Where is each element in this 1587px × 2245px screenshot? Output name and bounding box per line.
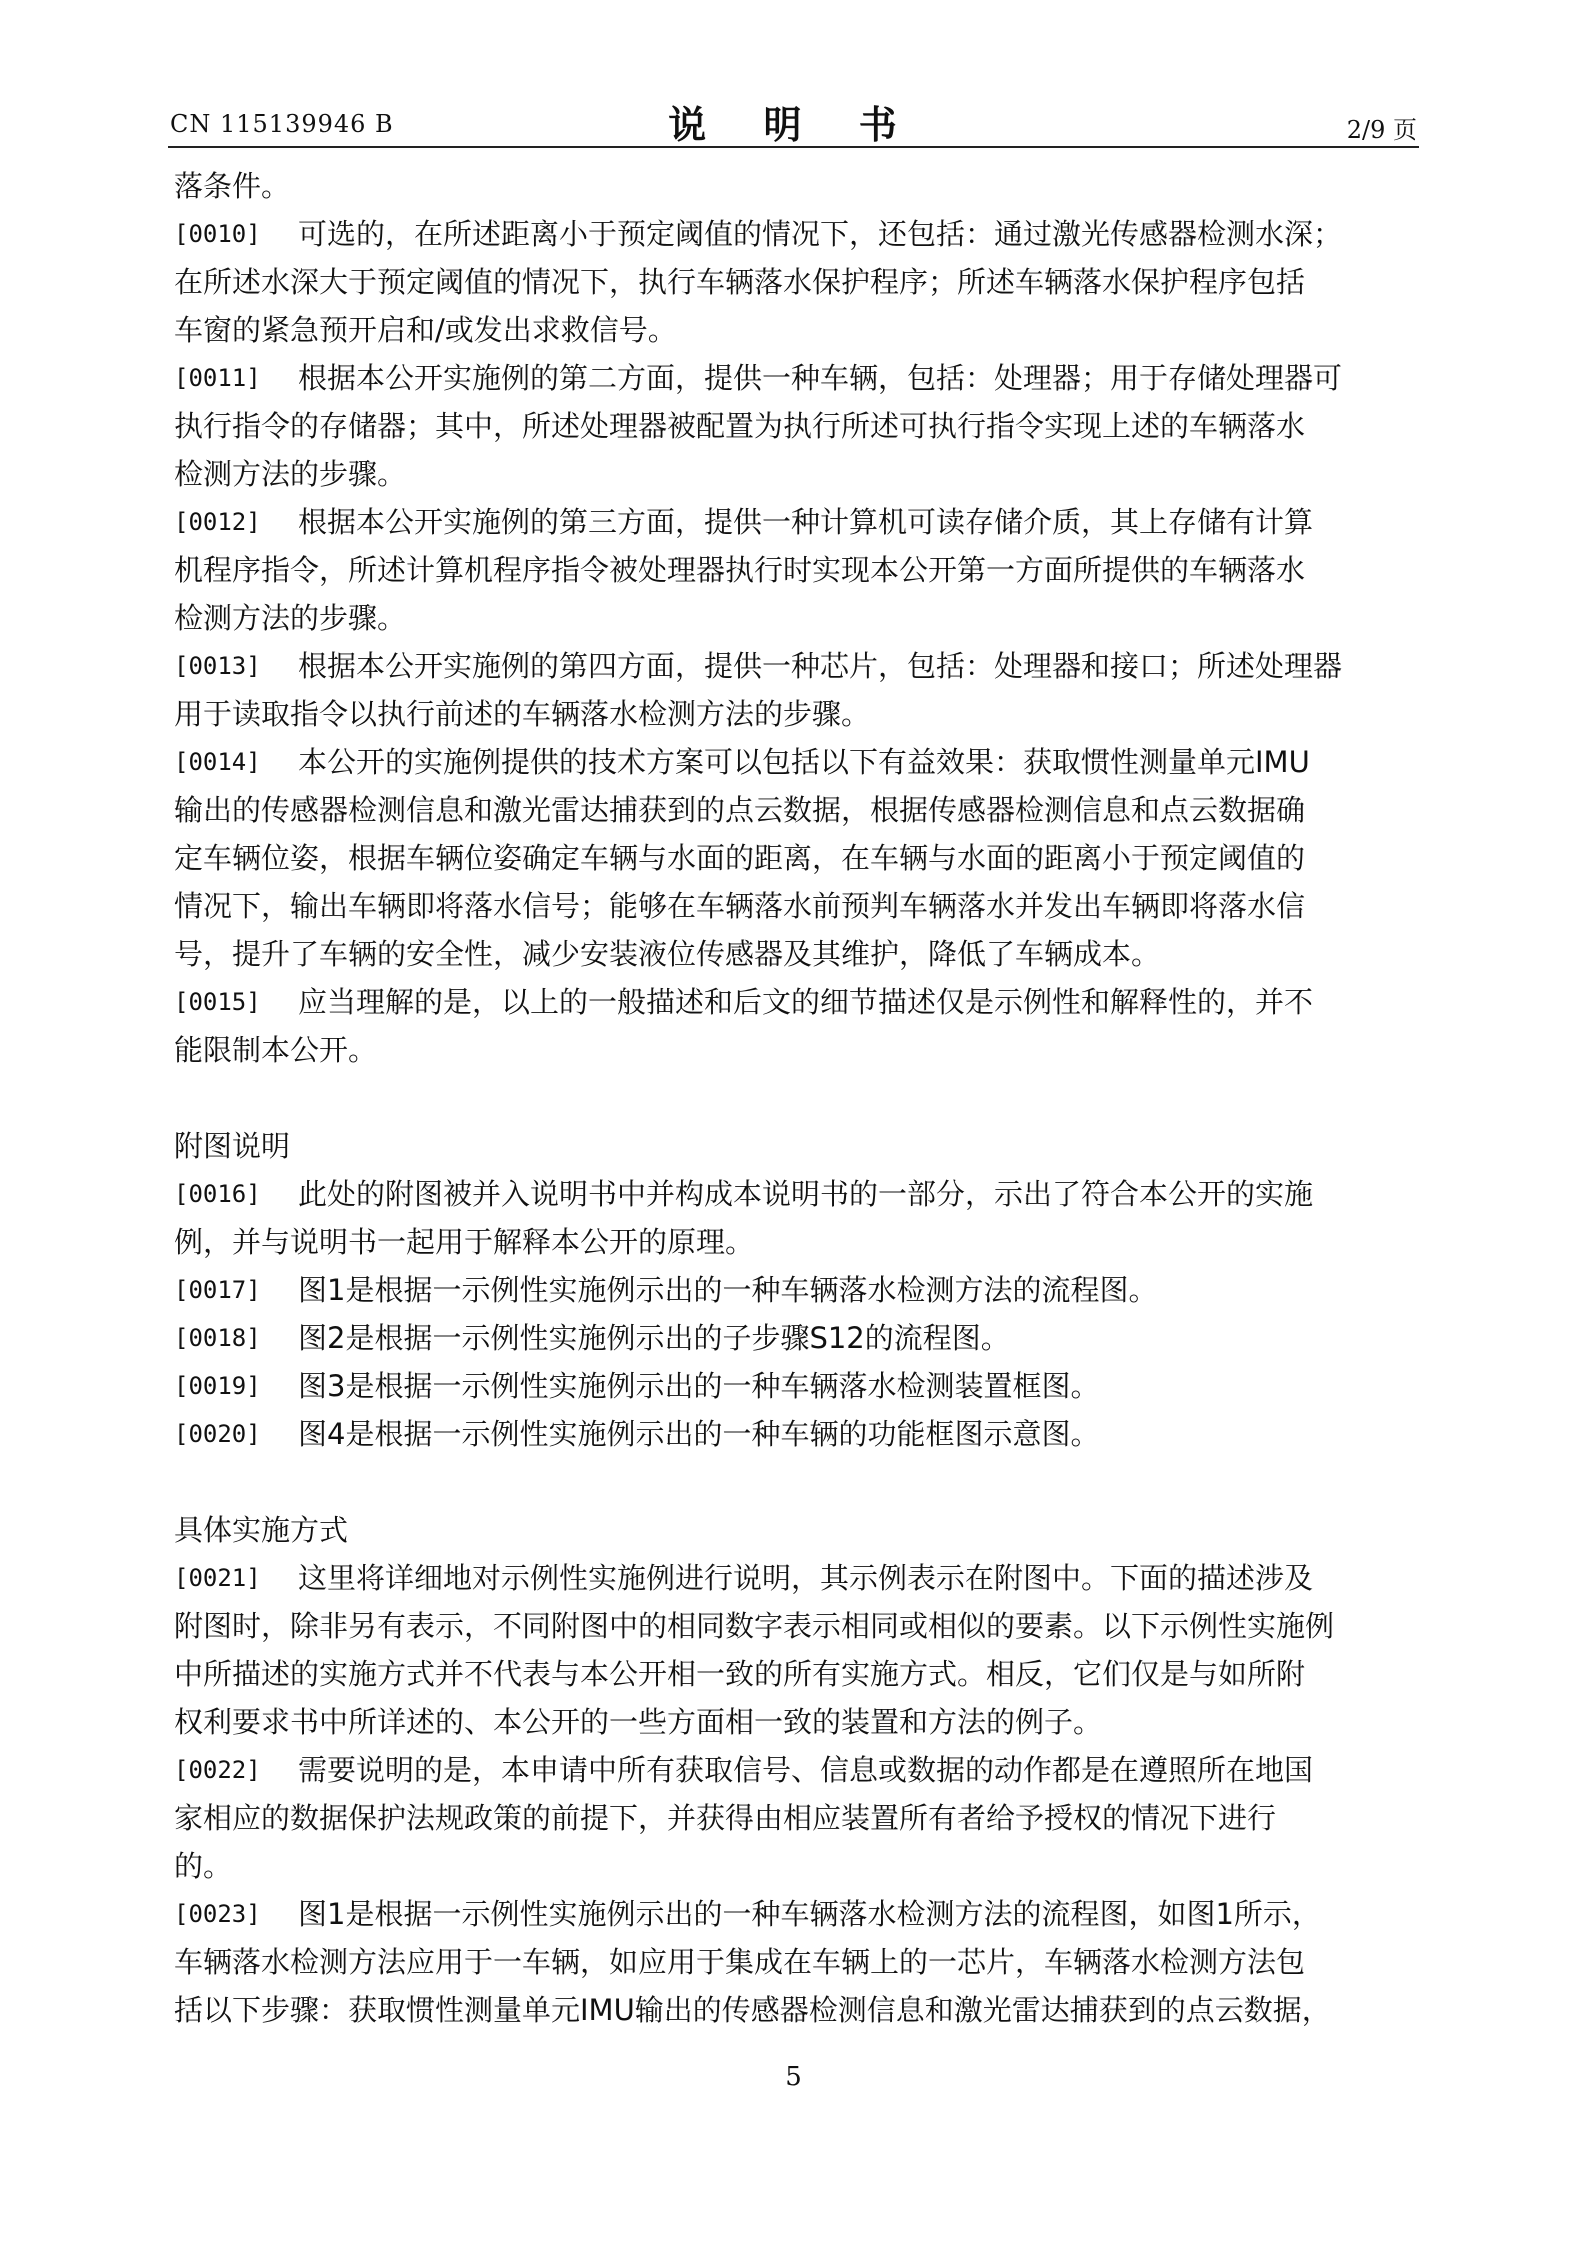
paragraph-number: [0022] [174, 1756, 261, 1784]
line-text: 此处的附图被并入说明书中并构成本说明书的一部分，示出了符合本公开的实施 [298, 1177, 1314, 1211]
text-line: 车辆落水检测方法应用于一车辆，如应用于集成在车辆上的一芯片，车辆落水检测方法包 [174, 1945, 1306, 1979]
text-line [174, 738, 1414, 786]
line-text: 根据本公开实施例的第四方面，提供一种芯片，包括：处理器和接口；所述处理器 [298, 649, 1343, 683]
line-text: 应当理解的是，以上的一般描述和后文的细节描述仅是示例性和解释性的，并不 [298, 985, 1314, 1019]
spacer [174, 1458, 1414, 1506]
text-line: 家相应的数据保护法规政策的前提下，并获得由相应装置所有者给予授权的情况下进行 [174, 1801, 1277, 1835]
text-line [174, 1314, 1414, 1362]
paragraph-number: [0023] [174, 1900, 261, 1928]
text-line: 检测方法的步骤。 [174, 601, 407, 635]
text-line: 在所述水深大于预定阈值的情况下，执行车辆落水保护程序；所述车辆落水保护程序包括 [174, 265, 1306, 299]
line-text: 这里将详细地对示例性实施例进行说明，其示例表示在附图中。下面的描述涉及 [298, 1561, 1314, 1595]
paragraph-number: [0011] [174, 364, 261, 392]
text-line: 执行指令的存储器；其中，所述处理器被配置为执行所述可执行指令实现上述的车辆落水 [174, 409, 1306, 443]
text-line [174, 498, 1414, 546]
text-line: 定车辆位姿，根据车辆位姿确定车辆与水面的距离，在车辆与水面的距离小于预定阈值的 [174, 841, 1306, 875]
paragraph-group-summary [174, 162, 1414, 1074]
text-line [174, 1746, 1414, 1794]
page-number: 5 [785, 2062, 802, 2092]
text-line: 能限制本公开。 [174, 1033, 378, 1067]
header-rule [168, 146, 1419, 148]
text-line: 车窗的紧急预开启和/或发出求救信号。 [174, 313, 677, 347]
paragraph-number: [0020] [174, 1420, 261, 1448]
line-text: 根据本公开实施例的第三方面，提供一种计算机可读存储介质，其上存储有计算 [298, 505, 1314, 539]
patent-number: CN 115139946 B [170, 110, 394, 138]
paragraph-number: [0021] [174, 1564, 261, 1592]
text-line [174, 1170, 1414, 1218]
text-line: 中所描述的实施方式并不代表与本公开相一致的所有实施方式。相反，它们仅是与如所附 [174, 1657, 1306, 1691]
text-line [174, 1266, 1414, 1314]
paragraph-number: [0014] [174, 748, 261, 776]
text-line: 附图时，除非另有表示，不同附图中的相同数字表示相同或相似的要素。以下示例性实施例 [174, 1609, 1335, 1643]
text-line [174, 1554, 1414, 1602]
text-line: 权利要求书中所详述的、本公开的一些方面相一致的装置和方法的例子。 [174, 1705, 1103, 1739]
paragraph-number: [0013] [174, 652, 261, 680]
section-heading-figures: 附图说明 [174, 1129, 291, 1163]
page-indicator: 2/9 页 [1346, 116, 1417, 144]
text-line [174, 210, 1414, 258]
text-line: 情况下，输出车辆即将落水信号；能够在车辆落水前预判车辆落水并发出车辆即将落水信 [174, 889, 1306, 923]
paragraph-number: [0015] [174, 988, 261, 1016]
line-text: 图2是根据一示例性实施例示出的子步骤S12的流程图。 [298, 1321, 1010, 1355]
line-text: 图1是根据一示例性实施例示出的一种车辆落水检测方法的流程图，如图1所示， [298, 1897, 1321, 1931]
line-text: 图4是根据一示例性实施例示出的一种车辆的功能框图示意图。 [298, 1417, 1100, 1451]
text-line: 号，提升了车辆的安全性，减少安装液位传感器及其维护，降低了车辆成本。 [174, 937, 1161, 971]
paragraph-number: [0016] [174, 1180, 261, 1208]
line-text: 图3是根据一示例性实施例示出的一种车辆落水检测装置框图。 [298, 1369, 1100, 1403]
line-text: 本公开的实施例提供的技术方案可以包括以下有益效果：获取惯性测量单元IMU [298, 745, 1310, 779]
paragraph-number: [0010] [174, 220, 261, 248]
text-line: 输出的传感器检测信息和激光雷达捕获到的点云数据，根据传感器检测信息和点云数据确 [174, 793, 1306, 827]
line-text: 可选的，在所述距离小于预定阈值的情况下，还包括：通过激光传感器检测水深； [298, 217, 1343, 251]
text-line [174, 1410, 1414, 1458]
text-line [174, 1362, 1414, 1410]
text-line [174, 354, 1414, 402]
text-line: 检测方法的步骤。 [174, 457, 407, 491]
text-line: 用于读取指令以执行前述的车辆落水检测方法的步骤。 [174, 697, 871, 731]
paragraph-number: [0018] [174, 1324, 261, 1352]
line-text: 需要说明的是，本申请中所有获取信号、信息或数据的动作都是在遵照所在地国 [298, 1753, 1314, 1787]
text-line: 括以下步骤：获取惯性测量单元IMU输出的传感器检测信息和激光雷达捕获到的点云数据， [174, 1993, 1331, 2027]
spacer [174, 1074, 1414, 1122]
line-text: 图1是根据一示例性实施例示出的一种车辆落水检测方法的流程图。 [298, 1273, 1158, 1307]
section-heading-embodiments: 具体实施方式 [174, 1513, 349, 1547]
text-line: 机程序指令，所述计算机程序指令被处理器执行时实现本公开第一方面所提供的车辆落水 [174, 553, 1306, 587]
text-line: 落条件。 [174, 169, 291, 203]
paragraph-group-figures [174, 1170, 1414, 1458]
paragraph-number: [0012] [174, 508, 261, 536]
paragraph-group-embodiments [174, 1554, 1414, 2034]
text-line [174, 1890, 1414, 1938]
line-text: 根据本公开实施例的第二方面，提供一种车辆，包括：处理器；用于存储处理器可 [298, 361, 1343, 395]
page-title: 说 明 书 [668, 103, 919, 147]
paragraph-number: [0017] [174, 1276, 261, 1304]
text-line [174, 642, 1414, 690]
text-line: 的。 [174, 1849, 233, 1883]
paragraph-number: [0019] [174, 1372, 261, 1400]
text-line [174, 978, 1414, 1026]
text-line: 例，并与说明书一起用于解释本公开的原理。 [174, 1225, 755, 1259]
body-text [174, 162, 1414, 2034]
